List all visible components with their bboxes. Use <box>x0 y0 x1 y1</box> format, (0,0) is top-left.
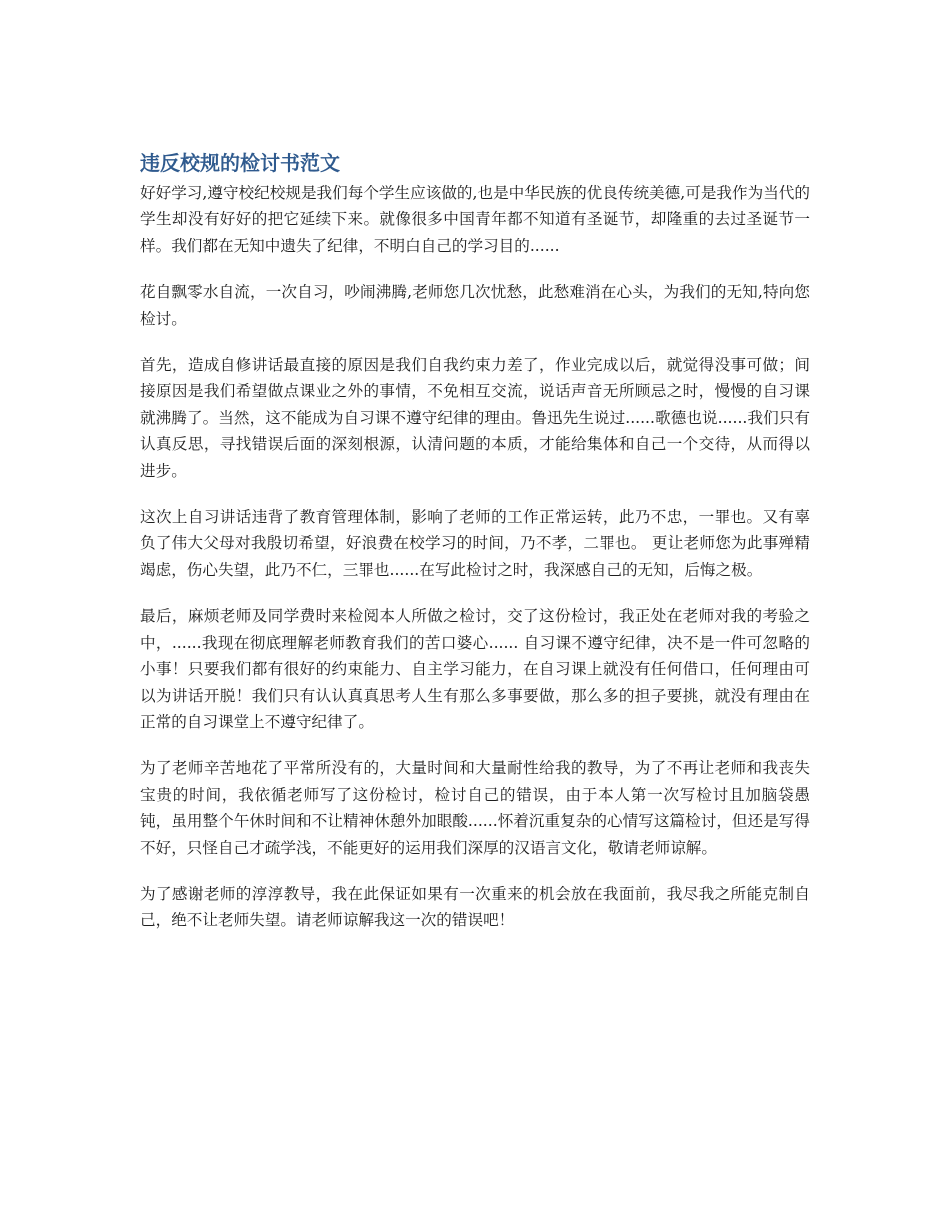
paragraph-3: 首先，造成自修讲话最直接的原因是我们自我约束力差了，作业完成以后，就觉得没事可做；间接原因是我们希望做点课业之外的事情，不免相互交流，说话声音无所顾忌之时，慢慢的自习课就沸腾了。当然，这不能成为自习课不遵守纪律的理由。鲁迅先生说过......歌德也说......我们只有认真反思，寻找错误后面的深刻根源，认清问题的本质，才能给集体和自己一个交待，从而得以进步。 <box>140 356 810 480</box>
document-title: 违反校规的检讨书范文 <box>140 151 340 175</box>
document-content <box>140 148 810 954</box>
paragraph-1: 好好学习,遵守校纪校规是我们每个学生应该做的,也是中华民族的优良传统美德,可是我作为当代的学生却没有好好的把它延续下来。就像很多中国青年都不知道有圣诞节，却隆重的去过圣诞节一样。我们都在无知中遗失了纪律，不明白自己的学习目的...... <box>140 184 810 255</box>
paragraph-7: 为了感谢老师的淳淳教导，我在此保证如果有一次重来的机会放在我面前，我尽我之所能克制自己，绝不让老师失望。请老师谅解我这一次的错误吧！ <box>140 884 810 930</box>
paragraph-2: 花自飘零水自流，一次自习，吵闹沸腾,老师您几次忧愁，此愁难消在心头，为我们的无知,特向您检讨。 <box>140 283 810 328</box>
paragraph-6: 为了老师辛苦地花了平常所没有的，大量时间和大量耐性给我的教导，为了不再让老师和我丧失宝贵的时间，我依循老师写了这份检讨，检讨自己的错误，由于本人第一次写检讨且加脑袋愚钝，虽用整个午休时间和不让精神休憩外加眼酸......怀着沉重复杂的心情写这篇检讨，但还是写得不好，只怪自己才疏学浅，不能更好的运用我们深厚的汉语言文化，敬请老师谅解。 <box>140 759 810 857</box>
paragraph-4: 这次上自习讲话违背了教育管理体制，影响了老师的工作正常运转，此乃不忠，一罪也。又有辜负了伟大父母对我殷切希望，好浪费在校学习的时间，乃不孝，二罪也。 更让老师您为此事殚精竭虑，伤心失望，此乃不仁，三罪也......在写此检讨之时，我深感自己的无知，后悔之极。 <box>140 508 810 579</box>
paragraph-5: 最后，麻烦老师及同学费时来检阅本人所做之检讨，交了这份检讨，我正处在老师对我的考验之中，......我现在彻底理解老师教育我们的苦口婆心...... 自习课不遵守纪律，决不是一件可忽略的小事！只要我们都有很好的约束能力、自主学习能力，在自习课上就没有任何借口，任何理由可以为讲话开脱！我们只有认认真真思考人生有那么多事要做，那么多的担子要挑，就没有理由在正常的自习课堂上不遵守纪律了。 <box>140 607 810 731</box>
